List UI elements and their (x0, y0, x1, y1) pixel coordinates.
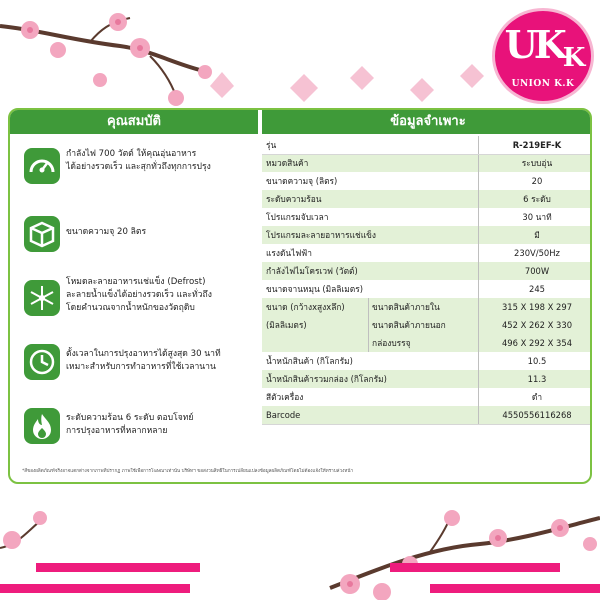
table-row (262, 262, 592, 280)
logo-letters: $UK_K$ (504, 22, 582, 73)
table-row (262, 298, 592, 316)
table-row (262, 280, 592, 298)
spec-label: ขนาดความจุ (ลิตร) (266, 176, 338, 186)
gauge-icon (24, 148, 60, 184)
feature-text: ตั้งเวลาในการปรุงอาหารได้สูงสุด 30 นาที (66, 349, 221, 359)
feature-text: ได้อย่างรวดเร็ว และสุกทั่วถึงทุกการปรุง (66, 162, 211, 172)
pink-stripe (0, 584, 190, 593)
spec-value: 30 นาที (522, 212, 552, 222)
spec-value: 11.3 (527, 374, 547, 384)
spec-sublabel: ขนาดสินค้าภายใน (372, 302, 440, 312)
spec-value: 700W (524, 266, 550, 276)
spec-card (8, 108, 592, 484)
table-row (262, 244, 592, 262)
spec-value: ดำ (531, 392, 543, 402)
table-row (262, 136, 592, 154)
spec-label: โปรแกรมละลายอาหารแช่แข็ง (266, 230, 376, 240)
spec-label: หมวดสินค้า (266, 158, 309, 168)
feature-text: ขนาดความจุ 20 ลิตร (66, 227, 147, 237)
table-row (262, 388, 592, 406)
spec-label: ระดับความร้อน (266, 194, 322, 204)
feature-text: โดยคำนวณจากน้ำหนักของวัตถุดิบ (66, 303, 195, 313)
table-row (262, 352, 592, 370)
table-row (262, 334, 592, 352)
spec-value: 230V/50Hz (514, 248, 560, 258)
table-row (262, 370, 592, 388)
pink-stripe (36, 563, 200, 572)
spec-label: น้ำหนักสินค้ารวมกล่อง (กิโลกรัม) (266, 374, 387, 384)
feature-text: การปรุงอาหารที่หลากหลาย (66, 426, 168, 436)
feature-text: ละลายน้ำแข็งได้อย่างรวดเร็ว และทั่วถึง (66, 290, 212, 300)
table-row (262, 226, 592, 244)
spec-label: ขนาดจานหมุน (มิลลิเมตร) (266, 284, 363, 294)
spec-value: 496 X 292 X 354 (501, 338, 573, 348)
box-icon (24, 216, 60, 252)
feature-text: เหมาะสำหรับการทำอาหารที่ใช้เวลานาน (66, 362, 216, 372)
spec-value: 315 X 198 X 297 (501, 302, 573, 312)
blossom-petals (200, 58, 490, 108)
feature-text: โหมดละลายอาหารแช่แข็ง (Defrost) (66, 277, 206, 287)
feature-heat (20, 404, 256, 448)
feature-power (20, 144, 256, 188)
table-row (262, 154, 592, 172)
table-row (262, 190, 592, 208)
spec-value: 4550556116268 (502, 410, 572, 420)
table-row (262, 316, 592, 334)
feature-capacity (20, 212, 256, 256)
spec-label: น้ำหนักสินค้า (กิโลกรัม) (266, 356, 353, 366)
spec-label: รุ่น (266, 140, 277, 150)
spec-value: R-219EF-K (512, 140, 562, 150)
spec-label: แรงดันไฟฟ้า (266, 248, 312, 258)
disclaimer-note: *สีของผลิตภัณฑ์จริงอาจแตกต่างจากภาพที่ปรากฏ ภาพใช้เพื่อการโฆษณาเท่านั้น บริษัทฯ ขอสงวนสิทธิ์ในการเปลี่ยนแปลงข้อมูลผลิตภัณฑ์โดยไม่ต้องแจ้งให้ทราบล่วงหน้า (22, 469, 354, 474)
spec-label: กำลังไฟไมโครเวฟ (วัตต์) (266, 266, 358, 276)
spec-sublabel: กล่องบรรจุ (372, 338, 411, 348)
table-row (262, 172, 592, 190)
spec-value: 452 X 262 X 330 (501, 320, 573, 330)
feature-timer (20, 340, 256, 384)
spec-sublabel: ขนาดสินค้าภายนอก (372, 320, 446, 330)
spec-value: 245 (529, 284, 545, 294)
feature-defrost (20, 272, 256, 316)
table-row (262, 406, 592, 424)
spec-label: (มิลลิเมตร) (266, 320, 307, 330)
feature-text: ระดับความร้อน 6 ระดับ ตอบโจทย์ (66, 413, 194, 423)
pink-stripe (430, 584, 600, 593)
pink-stripe (390, 563, 560, 572)
spec-label: สีตัวเครื่อง (266, 392, 304, 402)
spec-label: ขนาด (กว้างxสูงxลึก) (266, 302, 345, 312)
spec-label: โปรแกรมจับเวลา (266, 212, 329, 222)
feature-text: กำลังไฟ 700 วัตต์ ให้คุณอุ่นอาหาร (66, 149, 197, 159)
spec-label: Barcode (266, 410, 301, 420)
flame-icon (24, 408, 60, 444)
logo-subtitle: UNION K.K (511, 79, 575, 89)
union-kk-logo (492, 8, 594, 104)
spec-value: ระบบอุ่น (521, 158, 553, 168)
defrost-icon (24, 280, 60, 316)
spec-value: 6 ระดับ (523, 194, 551, 204)
spec-value: มี (534, 230, 540, 240)
clock-icon (24, 344, 60, 380)
specs-header: ข้อมูลจำเพาะ (262, 110, 592, 134)
features-header: คุณสมบัติ (10, 110, 258, 134)
spec-value: 20 (531, 176, 543, 186)
spec-value: 10.5 (527, 356, 547, 366)
table-row (262, 208, 592, 226)
